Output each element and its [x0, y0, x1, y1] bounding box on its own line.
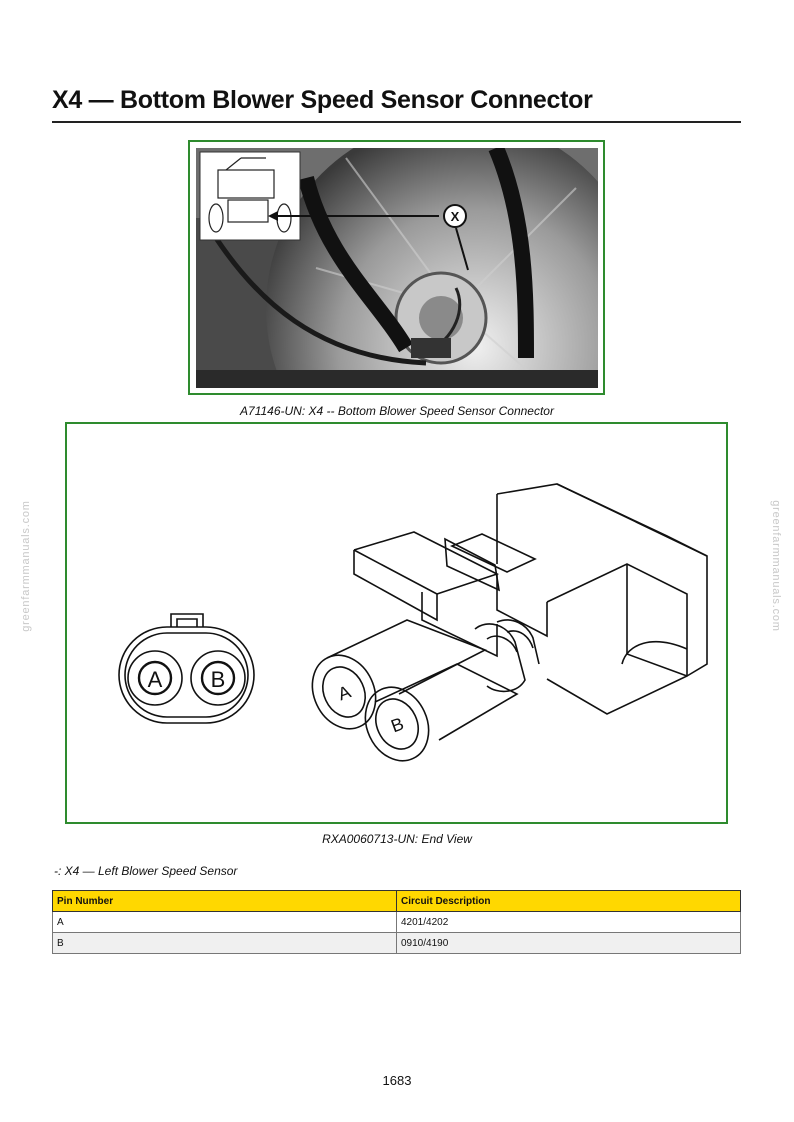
page-title: X4 — Bottom Blower Speed Sensor Connector: [52, 86, 593, 114]
callout-x-label: X: [450, 209, 460, 224]
circuit-cell: 4201/4202: [397, 912, 741, 933]
barrel-a-label: A: [335, 681, 354, 705]
pin-cell: A: [53, 912, 397, 933]
circuit-cell: 0910/4190: [397, 933, 741, 954]
watermark-right: greenfarmmanuals.com: [769, 500, 782, 632]
header-circuit-description: Circuit Description: [397, 891, 741, 912]
pin-cell: B: [53, 933, 397, 954]
connector-diagram: [65, 422, 728, 824]
header-pin-number: Pin Number: [53, 891, 397, 912]
connector-end-view: [67, 424, 726, 822]
table-caption: -: X4 — Left Blower Speed Sensor: [54, 864, 238, 878]
photo-figure: [188, 140, 605, 395]
table-row: [53, 912, 741, 933]
page-number: 1683: [382, 1073, 412, 1088]
title-divider: [52, 121, 741, 123]
barrel-b-label: B: [388, 713, 407, 737]
figure1-caption: A71146-UN: X4 -- Bottom Blower Speed Sensor Connector: [240, 404, 554, 418]
pin-table: [52, 890, 741, 954]
watermark-left: greenfarmmanuals.com: [19, 500, 32, 632]
pin-a-label: A: [147, 667, 163, 692]
table-header-row: [53, 891, 741, 912]
pin-b-label: B: [210, 667, 226, 692]
figure2-caption: RXA0060713-UN: End View: [322, 832, 472, 846]
blower-photo: [196, 148, 598, 388]
table-row: [53, 933, 741, 954]
